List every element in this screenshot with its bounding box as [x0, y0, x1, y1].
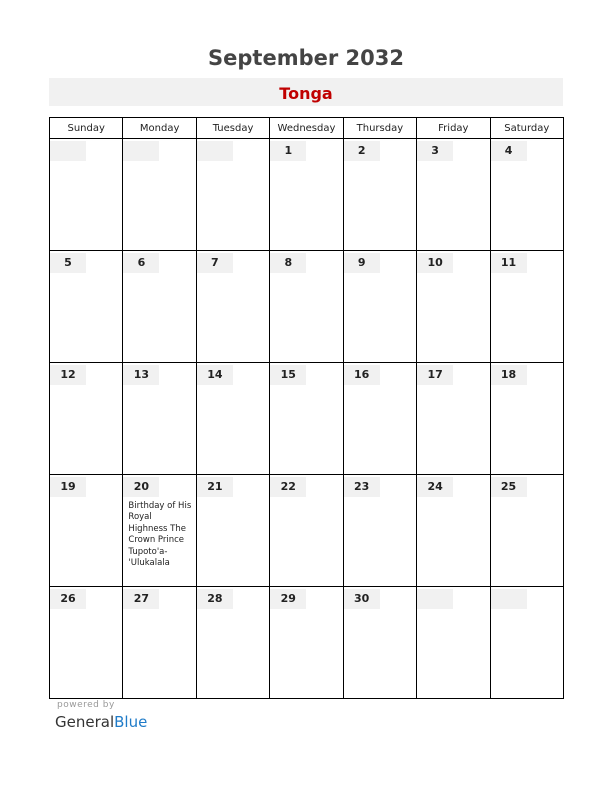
day-cell	[196, 363, 269, 475]
day-cell	[270, 139, 343, 251]
day-number: 4	[491, 141, 527, 161]
day-number: 18	[491, 365, 527, 385]
day-cell	[196, 587, 269, 699]
day-cell	[490, 139, 563, 251]
week-row	[50, 475, 564, 587]
day-cell	[343, 587, 416, 699]
week-row	[50, 139, 564, 251]
day-cell	[417, 363, 490, 475]
holiday-event: Birthday of His Royal Highness The Crown Prince Tupoto'a-'Ulukalala	[128, 501, 192, 569]
day-cell	[50, 139, 123, 251]
day-cell	[490, 251, 563, 363]
day-cell	[196, 475, 269, 587]
day-number: 10	[417, 253, 453, 273]
day-number	[197, 141, 233, 161]
week-row	[50, 363, 564, 475]
weekday-header: Tuesday	[196, 118, 269, 139]
day-cell	[417, 587, 490, 699]
day-number: 6	[123, 253, 159, 273]
weekday-header-row	[50, 118, 564, 139]
day-cell	[50, 363, 123, 475]
day-number	[123, 141, 159, 161]
day-cell	[270, 475, 343, 587]
day-cell	[50, 475, 123, 587]
weekday-header: Sunday	[50, 118, 123, 139]
day-cell	[123, 475, 196, 587]
calendar-title: September 2032	[208, 46, 404, 70]
brand-blue: Blue	[114, 713, 148, 731]
day-number: 25	[491, 477, 527, 497]
day-number: 12	[50, 365, 86, 385]
day-cell	[196, 139, 269, 251]
day-cell	[123, 251, 196, 363]
generalblue-logo[interactable]	[55, 713, 147, 731]
day-number: 26	[50, 589, 86, 609]
day-cell	[417, 139, 490, 251]
calendar-grid	[49, 117, 564, 699]
weekday-header: Wednesday	[270, 118, 343, 139]
day-number	[491, 589, 527, 609]
day-number: 30	[344, 589, 380, 609]
day-cell	[270, 587, 343, 699]
day-number: 19	[50, 477, 86, 497]
day-cell	[417, 251, 490, 363]
day-number: 29	[270, 589, 306, 609]
day-cell	[123, 139, 196, 251]
day-cell	[50, 251, 123, 363]
day-number: 22	[270, 477, 306, 497]
day-cell	[123, 587, 196, 699]
country-name: Tonga	[279, 84, 333, 103]
day-number: 1	[270, 141, 306, 161]
day-number	[417, 589, 453, 609]
weekday-header: Monday	[123, 118, 196, 139]
day-cell	[196, 251, 269, 363]
day-number: 23	[344, 477, 380, 497]
week-row	[50, 587, 564, 699]
day-cell	[343, 139, 416, 251]
day-cell	[343, 363, 416, 475]
day-number	[50, 141, 86, 161]
day-number: 20	[123, 477, 159, 497]
weekday-header: Friday	[417, 118, 490, 139]
weekday-header: Saturday	[490, 118, 563, 139]
day-number: 15	[270, 365, 306, 385]
day-number: 7	[197, 253, 233, 273]
day-cell	[490, 475, 563, 587]
day-number: 14	[197, 365, 233, 385]
day-number: 9	[344, 253, 380, 273]
day-number: 16	[344, 365, 380, 385]
day-number: 3	[417, 141, 453, 161]
day-cell	[270, 251, 343, 363]
weekday-header: Thursday	[343, 118, 416, 139]
brand-general: General	[55, 713, 115, 731]
day-number: 8	[270, 253, 306, 273]
day-number: 5	[50, 253, 86, 273]
day-number: 27	[123, 589, 159, 609]
day-number: 13	[123, 365, 159, 385]
day-cell	[123, 363, 196, 475]
day-cell	[490, 587, 563, 699]
day-cell	[50, 587, 123, 699]
day-cell	[343, 251, 416, 363]
day-number: 17	[417, 365, 453, 385]
day-cell	[490, 363, 563, 475]
powered-by-label: powered by	[57, 700, 115, 710]
day-number: 28	[197, 589, 233, 609]
day-number: 11	[491, 253, 527, 273]
week-row	[50, 251, 564, 363]
day-cell	[270, 363, 343, 475]
day-number: 2	[344, 141, 380, 161]
day-cell	[417, 475, 490, 587]
day-number: 24	[417, 477, 453, 497]
day-number: 21	[197, 477, 233, 497]
day-cell	[343, 475, 416, 587]
